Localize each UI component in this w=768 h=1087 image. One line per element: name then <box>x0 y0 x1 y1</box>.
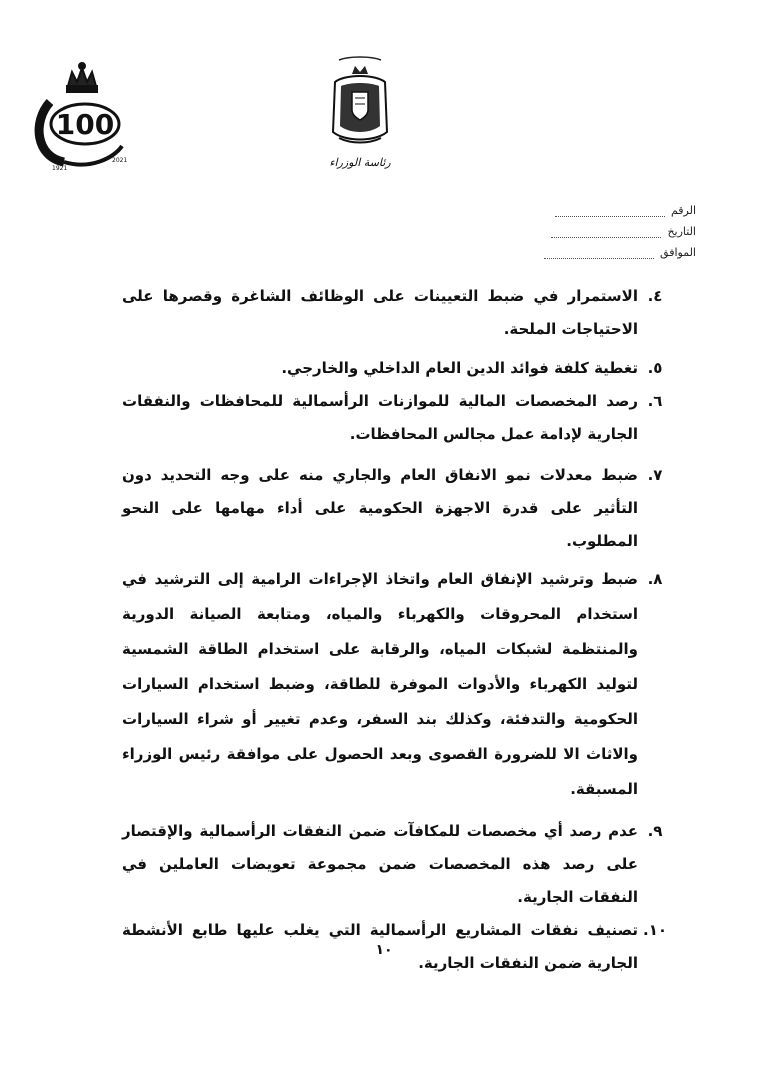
meta-date-label: التاريخ <box>667 225 696 238</box>
item-number: ٥. <box>647 359 663 377</box>
item-number: ٩. <box>647 822 663 840</box>
coat-of-arms <box>325 52 395 172</box>
reference-fields <box>526 196 696 259</box>
centenary-number: 100 <box>55 108 115 141</box>
item-text: رصد المخصصات المالية للموازنات الرأسمالية للمحافظات والنفقات الجارية لإدامة عمل مجالس المحافظات. <box>122 392 638 443</box>
meta-number-label: الرقم <box>670 204 696 217</box>
centenary-logo <box>30 62 135 172</box>
meta-number-row <box>526 196 696 217</box>
item-number: ٤. <box>647 287 663 305</box>
centenary-year-end: 2021 <box>112 157 128 164</box>
coat-caption: رئاسة الوزراء <box>329 156 391 169</box>
list-item <box>122 385 663 451</box>
item-list <box>122 280 667 980</box>
item-number: ٨. <box>647 570 663 588</box>
list-item <box>122 459 663 558</box>
item-text: تغطية كلفة فوائد الدين العام الداخلي والخارجي. <box>281 359 638 377</box>
item-text: ضبط وترشيد الإنفاق العام واتخاذ الإجراءات الرامية إلى الترشيد في استخدام المحروقات والكهرباء والمياه، ومتابعة الصيانة الدورية والمنتظمة لشبكات المياه، والرقابة على استخدام الطاقة الشمسية لتوليد الكهرباء والأدوات الموفرة للطاقة، وضبط استخدام السيارات الحكومية والتدفئة، وكذلك بند السفر، وعدم تغيير أو شراء السيارات والاثاث الا للضرورة القصوى وبعد الحصول على موافقة رئيس الوزراء المسبقة. <box>122 570 638 798</box>
item-number: ١٠. <box>642 921 667 939</box>
item-text: الاستمرار في ضبط التعيينات على الوظائف الشاغرة وقصرها على الاحتياجات الملحة. <box>122 287 638 338</box>
meta-corresponding-row <box>526 238 696 259</box>
meta-corresponding-label: الموافق <box>660 246 696 259</box>
list-item <box>122 562 663 807</box>
meta-date-row <box>526 217 696 238</box>
list-item <box>122 280 663 346</box>
centenary-year-start: 1921 <box>52 165 68 172</box>
item-number: ٦. <box>647 392 663 410</box>
item-text: ضبط معدلات نمو الانفاق العام والجاري منه على وجه التحديد دون التأثير على قدرة الاجهزة الحكومية على أداء مهامها على النحو المطلوب. <box>122 466 638 550</box>
item-number: ٧. <box>647 466 663 484</box>
item-text: تصنيف نفقات المشاريع الرأسمالية التي يغلب عليها طابع الأنشطة الجارية ضمن النفقات الجارية. <box>122 921 638 972</box>
list-item <box>122 352 663 385</box>
list-item <box>122 815 663 914</box>
meta-number-blank <box>555 206 665 217</box>
page-number: ١٠ <box>375 942 393 958</box>
item-text: عدم رصد أي مخصصات للمكافآت ضمن النفقات الرأسمالية والإقتصار على رصد هذه المخصصات ضمن مجموعة تعويضات العاملين في النفقات الجارية. <box>122 822 638 906</box>
meta-corresponding-blank <box>544 248 654 259</box>
meta-date-blank <box>551 227 661 238</box>
